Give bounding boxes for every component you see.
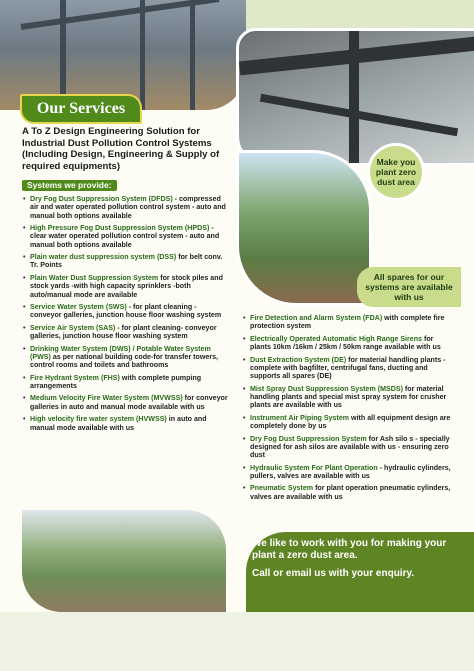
bullet: • xyxy=(243,434,246,443)
bullet: • xyxy=(23,195,26,203)
bullet: • xyxy=(243,314,246,322)
bullet: • xyxy=(243,413,246,422)
item-desc: with complete pumping arrangements xyxy=(30,373,202,390)
bullet: • xyxy=(23,273,26,282)
item-name: Electrically Operated Automatic High Range Sirens xyxy=(250,334,423,343)
item-desc: - for plant cleaning- conveyor galleries, junction house floor washing system xyxy=(30,323,217,341)
item-desc: - for plant cleaning - conveyor galleries, junction house floor washing system xyxy=(30,303,222,320)
bullet: • xyxy=(23,373,26,382)
bullet: • xyxy=(23,415,26,424)
item-name: Drinking Water System (DWS) / Potable Water System (PWS) xyxy=(30,344,211,361)
item-name: Dry Fog Dust Suppression System (DFDS) xyxy=(30,195,173,203)
item-name: Plain water dust suppression system (DSS) xyxy=(30,253,177,262)
item-name: Hydraulic System For Plant Operation xyxy=(250,463,378,472)
bullet: • xyxy=(243,355,246,364)
cta-text xyxy=(252,538,464,586)
item-name: Instrument Air Piping System xyxy=(250,413,350,422)
item-name: High Pressure Fog Dust Suppression System (HPDS) xyxy=(30,224,210,233)
list-item xyxy=(243,356,455,381)
item-name: Medium Velocity Fire Water System (MVWSS) xyxy=(30,394,183,403)
item-name: Fire Detection and Alarm System (FDA) xyxy=(250,314,383,322)
bullet: • xyxy=(23,394,26,403)
item-desc: for Ash silo s - specially designed for ash silos are available with us - ensuring zero dust xyxy=(250,434,450,460)
list-item xyxy=(23,324,228,341)
list-item xyxy=(23,394,228,411)
item-desc: - hydraulic cylinders, pullers, valves are available with us xyxy=(250,463,451,480)
item-desc: - compressed air and water operated pollution control system - auto and manual both options available xyxy=(30,195,226,220)
list-item xyxy=(23,303,228,320)
item-desc: with complete fire protection system xyxy=(250,314,445,331)
item-name: Fire Hydrant System (FHS) xyxy=(30,373,120,382)
item-desc: - clear water operated pollution control system - auto and manual both options available xyxy=(30,224,220,249)
item-name: Plain Water Dust Suppression System xyxy=(30,273,159,282)
item-desc: for belt conv. Tr. Points xyxy=(30,253,223,270)
item-name: Pneumatic System xyxy=(250,484,314,493)
bullet: • xyxy=(23,323,26,332)
list-item xyxy=(23,195,228,220)
list-item xyxy=(243,314,455,331)
bullet: • xyxy=(243,484,246,493)
item-name: Dust Extraction System (DE) xyxy=(250,355,347,364)
page-title: Our Services xyxy=(36,100,126,117)
list-item xyxy=(243,385,455,410)
list-item xyxy=(23,374,228,391)
bullet: • xyxy=(23,224,26,233)
list-item xyxy=(23,253,228,270)
systems-label: Systems we provide: xyxy=(22,180,117,191)
zero-dust-badge: Make you plant zero dust area xyxy=(367,143,425,201)
item-name: Service Air System (SAS) xyxy=(30,323,116,332)
bullet: • xyxy=(23,303,26,312)
list-item xyxy=(243,464,455,481)
item-desc: for conveyor galleries in auto and manual mode available with us xyxy=(30,394,228,411)
bullet: • xyxy=(23,253,26,262)
list-item xyxy=(23,345,228,370)
list-item xyxy=(23,224,228,249)
list-item xyxy=(243,414,455,431)
right-service-list xyxy=(243,314,455,505)
item-desc: for material handling plants and special mist spray system for crusher plants are available with us xyxy=(250,384,447,410)
title-box xyxy=(20,94,142,124)
bullet: • xyxy=(243,463,246,472)
item-desc: for plants 10km /16km / 25km / 50km range available with us xyxy=(250,334,441,352)
conveyor-photo xyxy=(236,28,474,166)
item-name: Service Water System (SWS) xyxy=(30,303,127,312)
list-item xyxy=(243,335,455,352)
item-desc: with all equipment design are completely done by us xyxy=(250,413,451,431)
list-item xyxy=(23,274,228,299)
list-item xyxy=(23,415,228,432)
list-item xyxy=(243,484,455,501)
item-name: High velocity fire water system (HVWSS) xyxy=(30,415,167,424)
item-desc: for stock piles and stock yards -with high capacity sprinklers -both auto/manual mode are available xyxy=(30,273,223,299)
left-service-list xyxy=(23,195,228,436)
spares-note: All spares for our systems are available with us xyxy=(357,267,461,307)
item-desc: for material handling plants - complete with bagfilter, centrifugal fans, ducting and supports all spares (DE) xyxy=(250,355,446,381)
cta-line-2: Call or email us with your enquiry. xyxy=(252,568,415,579)
list-item xyxy=(243,435,455,460)
bullet: • xyxy=(243,384,246,393)
intro-text: A To Z Design Engineering Solution for Industrial Dust Pollution Control Systems (Including Design, Engineering & Supply of required equipments) xyxy=(22,126,220,172)
cta-line-1: We like to work with you for making your plant a zero dust area. xyxy=(252,538,447,561)
item-desc: for plant operation pneumatic cylinders, valves are available with us xyxy=(250,484,451,501)
site-photo xyxy=(22,510,226,612)
item-name: Mist Spray Dust Suppression System (MSDS) xyxy=(250,384,403,393)
fog-photo xyxy=(236,150,372,306)
item-desc: as per national building code-for transfer towers, control rooms and toilets and bathrooms xyxy=(30,352,219,370)
bullet: • xyxy=(23,344,26,353)
footer-band xyxy=(0,612,474,671)
bullet: • xyxy=(243,334,246,343)
item-desc: in auto and manual mode available with us xyxy=(30,415,207,432)
item-name: Dry Fog Dust Suppression System xyxy=(250,434,367,443)
